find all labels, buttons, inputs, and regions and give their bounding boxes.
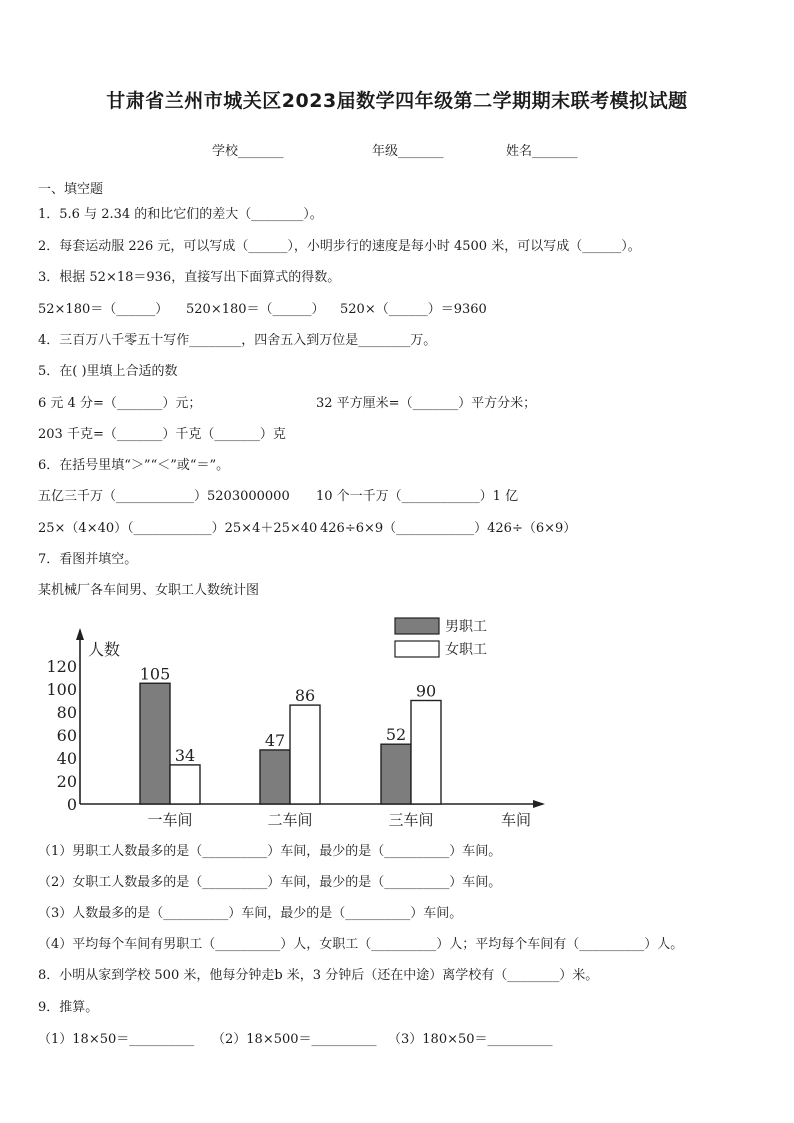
question-1: 1．5.6 与 2.34 的和比它们的差大（________）。 xyxy=(38,207,323,222)
question-3: 3．根据 52×18＝936，直接写出下面算式的得数。 xyxy=(38,270,341,285)
question-9-item: （2）18×500＝__________ xyxy=(212,1032,377,1047)
y-tick-label: 80 xyxy=(56,703,77,722)
question-6-item: 五亿三千万（____________）5203000000 xyxy=(38,489,290,504)
name-field[interactable]: 姓名_______ xyxy=(506,144,578,159)
question-7-item: （1）男职工人数最多的是（__________）车间，最少的是（__________）车间。 xyxy=(38,844,502,859)
y-tick-label: 100 xyxy=(46,680,77,699)
question-7: 7．看图并填空。 xyxy=(38,552,138,567)
data-label: 86 xyxy=(294,686,316,706)
y-tick-label: 60 xyxy=(56,726,77,745)
question-5: 5．在( )里填上合适的数 xyxy=(38,364,178,379)
question-6-item: 426÷6×9（____________）426÷（6×9） xyxy=(320,521,577,536)
question-3-item: 520×（______）＝9360 xyxy=(340,302,487,317)
question-6-item: 25×（4×40）（____________）25×4＋25×40 xyxy=(38,521,318,536)
bar-female xyxy=(411,701,441,805)
data-label: 90 xyxy=(415,681,437,701)
bar-chart xyxy=(38,610,558,835)
bar-male xyxy=(140,683,170,804)
y-axis-label: 人数 xyxy=(88,640,121,659)
question-9: 9．推算。 xyxy=(38,1000,99,1015)
data-label: 105 xyxy=(139,664,171,684)
question-5-item: 203 千克=（_______）千克（_______）克 xyxy=(38,427,286,442)
y-tick-label: 40 xyxy=(56,749,77,768)
page-title: 甘肃省兰州市城关区2023届数学四年级第二学期期末联考模拟试题 xyxy=(106,90,688,112)
category-label: 三车间 xyxy=(388,811,434,829)
question-5-item: 32 平方厘米=（_______）平方分米； xyxy=(316,396,537,411)
y-tick-label: 120 xyxy=(46,657,77,676)
chart-caption: 某机械厂各车间男、女职工人数统计图 xyxy=(38,583,260,598)
question-7-item: （2）女职工人数最多的是（__________）车间，最少的是（__________）车间。 xyxy=(38,875,502,890)
legend-swatch-female xyxy=(395,641,439,657)
question-7-item: （3）人数最多的是（__________）车间，最少的是（__________）车间。 xyxy=(38,906,463,921)
bar-male xyxy=(381,744,411,804)
question-2: 2．每套运动服 226 元，可以写成（______），小明步行的速度是每小时 4500 米，可以写成（______）。 xyxy=(38,239,641,254)
bar-male xyxy=(260,750,290,804)
question-8: 8．小明从家到学校 500 米，他每分钟走b 米，3 分钟后（还在中途）离学校有（________）米。 xyxy=(38,968,599,983)
y-tick-label: 20 xyxy=(56,772,77,791)
legend-swatch-male xyxy=(395,618,439,634)
legend-label: 女职工 xyxy=(445,642,487,658)
data-label: 34 xyxy=(174,745,196,765)
grade-field[interactable]: 年级_______ xyxy=(372,144,444,159)
category-label: 二车间 xyxy=(267,811,313,829)
bar-female xyxy=(290,705,320,804)
x-axis-label: 车间 xyxy=(501,811,532,829)
question-3-item: 520×180＝（______） xyxy=(186,302,325,317)
legend-label: 男职工 xyxy=(445,619,487,635)
data-label: 52 xyxy=(385,725,407,745)
question-9-item: （3）180×50＝__________ xyxy=(388,1032,553,1047)
question-5-item: 6 元 4 分=（_______）元； xyxy=(38,396,202,411)
category-label: 一车间 xyxy=(147,811,193,829)
data-label: 47 xyxy=(264,730,286,750)
x-axis-arrow xyxy=(533,800,545,808)
bar-female xyxy=(170,765,200,804)
school-field[interactable]: 学校_______ xyxy=(212,144,284,159)
question-6-item: 10 个一千万（____________）1 亿 xyxy=(316,489,519,504)
question-9-item: （1）18×50＝__________ xyxy=(38,1032,195,1047)
y-tick-label: 0 xyxy=(66,795,77,814)
y-axis-arrow xyxy=(76,628,84,640)
question-7-item: （4）平均每个车间有男职工（__________）人，女职工（__________）人；平均每个车间有（__________）人。 xyxy=(38,937,684,952)
question-6: 6．在括号里填“＞”“＜”或“＝”。 xyxy=(38,458,230,473)
question-3-item: 52×180＝（______） xyxy=(38,302,169,317)
section-heading: 一、填空题 xyxy=(38,182,104,197)
question-4: 4．三百万八千零五十写作________，四舍五入到万位是________万。 xyxy=(38,333,437,348)
